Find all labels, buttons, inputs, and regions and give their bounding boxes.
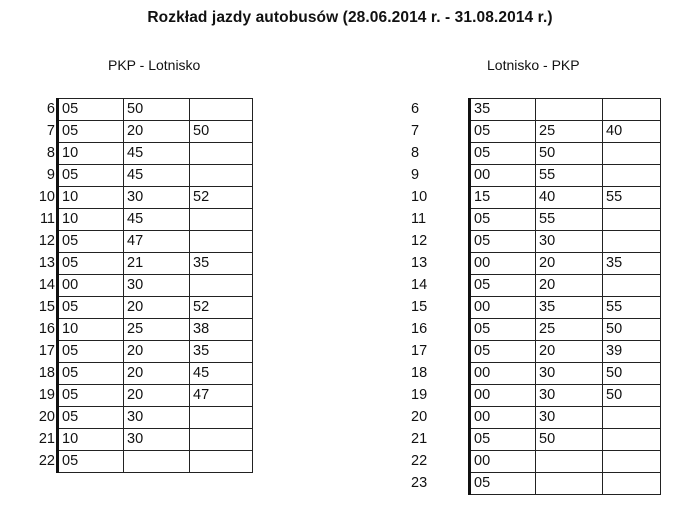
minute-cell xyxy=(190,429,253,451)
minute-cell: 38 xyxy=(190,319,253,341)
minute-cell: 47 xyxy=(124,231,190,253)
minute-cell: 50 xyxy=(536,429,603,451)
minute-cell: 45 xyxy=(124,209,190,231)
hour-label: 11 xyxy=(39,211,55,227)
minute-cell xyxy=(190,451,253,473)
minute-cell: 25 xyxy=(124,319,190,341)
minute-cell xyxy=(603,143,661,165)
timetable-pkp-lotnisko xyxy=(56,98,253,473)
minute-cell: 05 xyxy=(470,341,536,363)
hour-label: 10 xyxy=(411,189,428,205)
minute-cell: 05 xyxy=(58,363,124,385)
table-row xyxy=(58,253,253,275)
minute-cell xyxy=(190,209,253,231)
minute-cell: 30 xyxy=(124,187,190,209)
minute-cell: 05 xyxy=(58,253,124,275)
minute-cell: 30 xyxy=(536,363,603,385)
hour-label: 21 xyxy=(38,431,55,447)
minute-cell: 20 xyxy=(536,253,603,275)
minute-cell: 05 xyxy=(58,165,124,187)
hour-label: 16 xyxy=(38,321,55,337)
table-row xyxy=(470,231,661,253)
hour-label: 16 xyxy=(411,321,428,337)
minute-cell: 45 xyxy=(124,165,190,187)
minute-cell: 50 xyxy=(124,99,190,121)
hour-label: 21 xyxy=(411,431,428,447)
minute-cell: 05 xyxy=(58,99,124,121)
minute-cell: 21 xyxy=(124,253,190,275)
hour-label: 8 xyxy=(411,145,420,161)
table-row xyxy=(58,429,253,451)
minute-cell: 05 xyxy=(58,385,124,407)
minute-cell: 15 xyxy=(470,187,536,209)
minute-cell: 55 xyxy=(603,187,661,209)
minute-cell xyxy=(190,407,253,429)
table-row xyxy=(58,99,253,121)
hour-label: 19 xyxy=(38,387,55,403)
table-row xyxy=(470,99,661,121)
table-row xyxy=(58,275,253,297)
minute-cell: 55 xyxy=(536,165,603,187)
table-row xyxy=(58,209,253,231)
minute-cell: 00 xyxy=(58,275,124,297)
minute-cell: 30 xyxy=(124,407,190,429)
minute-cell: 10 xyxy=(58,319,124,341)
minute-cell xyxy=(603,275,661,297)
table-row xyxy=(58,341,253,363)
table-row xyxy=(58,407,253,429)
minute-cell: 50 xyxy=(603,319,661,341)
minute-cell: 35 xyxy=(603,253,661,275)
minute-cell: 40 xyxy=(536,187,603,209)
minute-cell: 05 xyxy=(470,231,536,253)
minute-cell: 35 xyxy=(190,341,253,363)
hour-label: 13 xyxy=(38,255,55,271)
table-row xyxy=(470,429,661,451)
table-row xyxy=(470,385,661,407)
minute-cell: 00 xyxy=(470,165,536,187)
minute-cell xyxy=(190,165,253,187)
minute-cell: 05 xyxy=(470,319,536,341)
minute-cell: 52 xyxy=(190,297,253,319)
table-row xyxy=(58,143,253,165)
minute-cell: 55 xyxy=(536,209,603,231)
minute-cell: 50 xyxy=(603,363,661,385)
page-title: Rozkład jazdy autobusów (28.06.2014 r. - 31.08.2014 r.) xyxy=(147,9,553,26)
hour-label: 15 xyxy=(411,299,428,315)
hour-label: 6 xyxy=(46,101,55,117)
table-row xyxy=(470,297,661,319)
minute-cell: 05 xyxy=(470,473,536,495)
minute-cell: 35 xyxy=(190,253,253,275)
hour-label: 17 xyxy=(411,343,428,359)
hour-label: 19 xyxy=(411,387,428,403)
minute-cell: 00 xyxy=(470,451,536,473)
minute-cell: 05 xyxy=(470,143,536,165)
hour-label: 12 xyxy=(38,233,55,249)
minute-cell: 00 xyxy=(470,407,536,429)
minute-cell xyxy=(536,473,603,495)
minute-cell: 52 xyxy=(190,187,253,209)
hour-label: 20 xyxy=(411,409,428,425)
table-row xyxy=(470,253,661,275)
minute-cell: 00 xyxy=(470,297,536,319)
minute-cell: 20 xyxy=(124,341,190,363)
minute-cell: 25 xyxy=(536,319,603,341)
minute-cell: 00 xyxy=(470,253,536,275)
minute-cell: 05 xyxy=(58,297,124,319)
minute-cell: 05 xyxy=(58,451,124,473)
minute-cell xyxy=(190,99,253,121)
timetable-lotnisko-pkp xyxy=(468,98,661,495)
table-row xyxy=(470,319,661,341)
hour-label: 15 xyxy=(38,299,55,315)
hour-label: 11 xyxy=(411,211,427,227)
minute-cell: 39 xyxy=(603,341,661,363)
minute-cell: 55 xyxy=(603,297,661,319)
minute-cell: 05 xyxy=(58,121,124,143)
table-row xyxy=(58,363,253,385)
table-row xyxy=(470,209,661,231)
table-row xyxy=(470,341,661,363)
minute-cell xyxy=(536,99,603,121)
table-row xyxy=(470,275,661,297)
minute-cell: 00 xyxy=(470,385,536,407)
hour-label: 23 xyxy=(411,475,428,491)
hour-label: 18 xyxy=(38,365,55,381)
minute-cell: 20 xyxy=(124,297,190,319)
minute-cell xyxy=(190,143,253,165)
table-row xyxy=(58,385,253,407)
minute-cell: 30 xyxy=(124,275,190,297)
minute-cell: 30 xyxy=(536,385,603,407)
hour-column-lotnisko-pkp xyxy=(411,98,451,494)
minute-cell: 20 xyxy=(536,341,603,363)
hour-label: 9 xyxy=(411,167,420,183)
minute-cell: 05 xyxy=(470,429,536,451)
minute-cell: 05 xyxy=(58,341,124,363)
minute-cell: 35 xyxy=(536,297,603,319)
minute-cell: 35 xyxy=(470,99,536,121)
hour-label: 17 xyxy=(38,343,55,359)
table-row xyxy=(470,143,661,165)
table-row xyxy=(470,121,661,143)
hour-label: 6 xyxy=(411,101,420,117)
table-row xyxy=(470,187,661,209)
hour-label: 7 xyxy=(46,123,55,139)
minute-cell xyxy=(124,451,190,473)
minute-cell: 10 xyxy=(58,187,124,209)
minute-cell xyxy=(190,275,253,297)
table-row xyxy=(58,319,253,341)
minute-cell: 25 xyxy=(536,121,603,143)
hour-label: 9 xyxy=(46,167,55,183)
table-row xyxy=(470,165,661,187)
hour-label: 14 xyxy=(411,277,428,293)
table-row xyxy=(58,231,253,253)
minute-cell xyxy=(603,165,661,187)
hour-label: 13 xyxy=(411,255,428,271)
hour-label: 7 xyxy=(411,123,420,139)
table-row xyxy=(58,451,253,473)
minute-cell: 45 xyxy=(190,363,253,385)
route-title-pkp-lotnisko: PKP - Lotnisko xyxy=(108,57,201,73)
hour-label: 10 xyxy=(38,189,55,205)
minute-cell: 50 xyxy=(603,385,661,407)
minute-cell: 30 xyxy=(536,407,603,429)
table-row xyxy=(470,451,661,473)
minute-cell: 10 xyxy=(58,429,124,451)
minute-cell xyxy=(603,99,661,121)
minute-cell xyxy=(603,451,661,473)
minute-cell: 30 xyxy=(124,429,190,451)
minute-cell: 05 xyxy=(470,275,536,297)
minute-cell: 20 xyxy=(124,385,190,407)
minute-cell: 40 xyxy=(603,121,661,143)
minute-cell: 50 xyxy=(536,143,603,165)
table-row xyxy=(470,363,661,385)
minute-cell: 10 xyxy=(58,209,124,231)
minute-cell: 05 xyxy=(470,209,536,231)
minute-cell xyxy=(603,231,661,253)
minute-cell: 20 xyxy=(124,121,190,143)
minute-cell: 50 xyxy=(190,121,253,143)
hour-label: 8 xyxy=(46,145,55,161)
minute-cell xyxy=(190,231,253,253)
minute-cell: 05 xyxy=(58,231,124,253)
minute-cell: 05 xyxy=(470,121,536,143)
hour-label: 14 xyxy=(38,277,55,293)
table-row xyxy=(470,407,661,429)
hour-label: 22 xyxy=(38,453,55,469)
table-row xyxy=(58,297,253,319)
minute-cell xyxy=(536,451,603,473)
hour-label: 22 xyxy=(411,453,428,469)
minute-cell: 05 xyxy=(58,407,124,429)
minute-cell: 47 xyxy=(190,385,253,407)
minute-cell xyxy=(603,209,661,231)
minute-cell xyxy=(603,473,661,495)
minute-cell: 45 xyxy=(124,143,190,165)
table-row xyxy=(58,165,253,187)
table-row xyxy=(58,121,253,143)
minute-cell: 20 xyxy=(124,363,190,385)
hour-column-pkp-lotnisko xyxy=(10,98,55,472)
table-row xyxy=(470,473,661,495)
table-row xyxy=(58,187,253,209)
hour-label: 18 xyxy=(411,365,428,381)
minute-cell: 10 xyxy=(58,143,124,165)
minute-cell xyxy=(603,407,661,429)
hour-label: 20 xyxy=(38,409,55,425)
hour-label: 12 xyxy=(411,233,428,249)
minute-cell: 30 xyxy=(536,231,603,253)
route-title-lotnisko-pkp: Lotnisko - PKP xyxy=(487,57,580,73)
minute-cell: 00 xyxy=(470,363,536,385)
minute-cell: 20 xyxy=(536,275,603,297)
minute-cell xyxy=(603,429,661,451)
